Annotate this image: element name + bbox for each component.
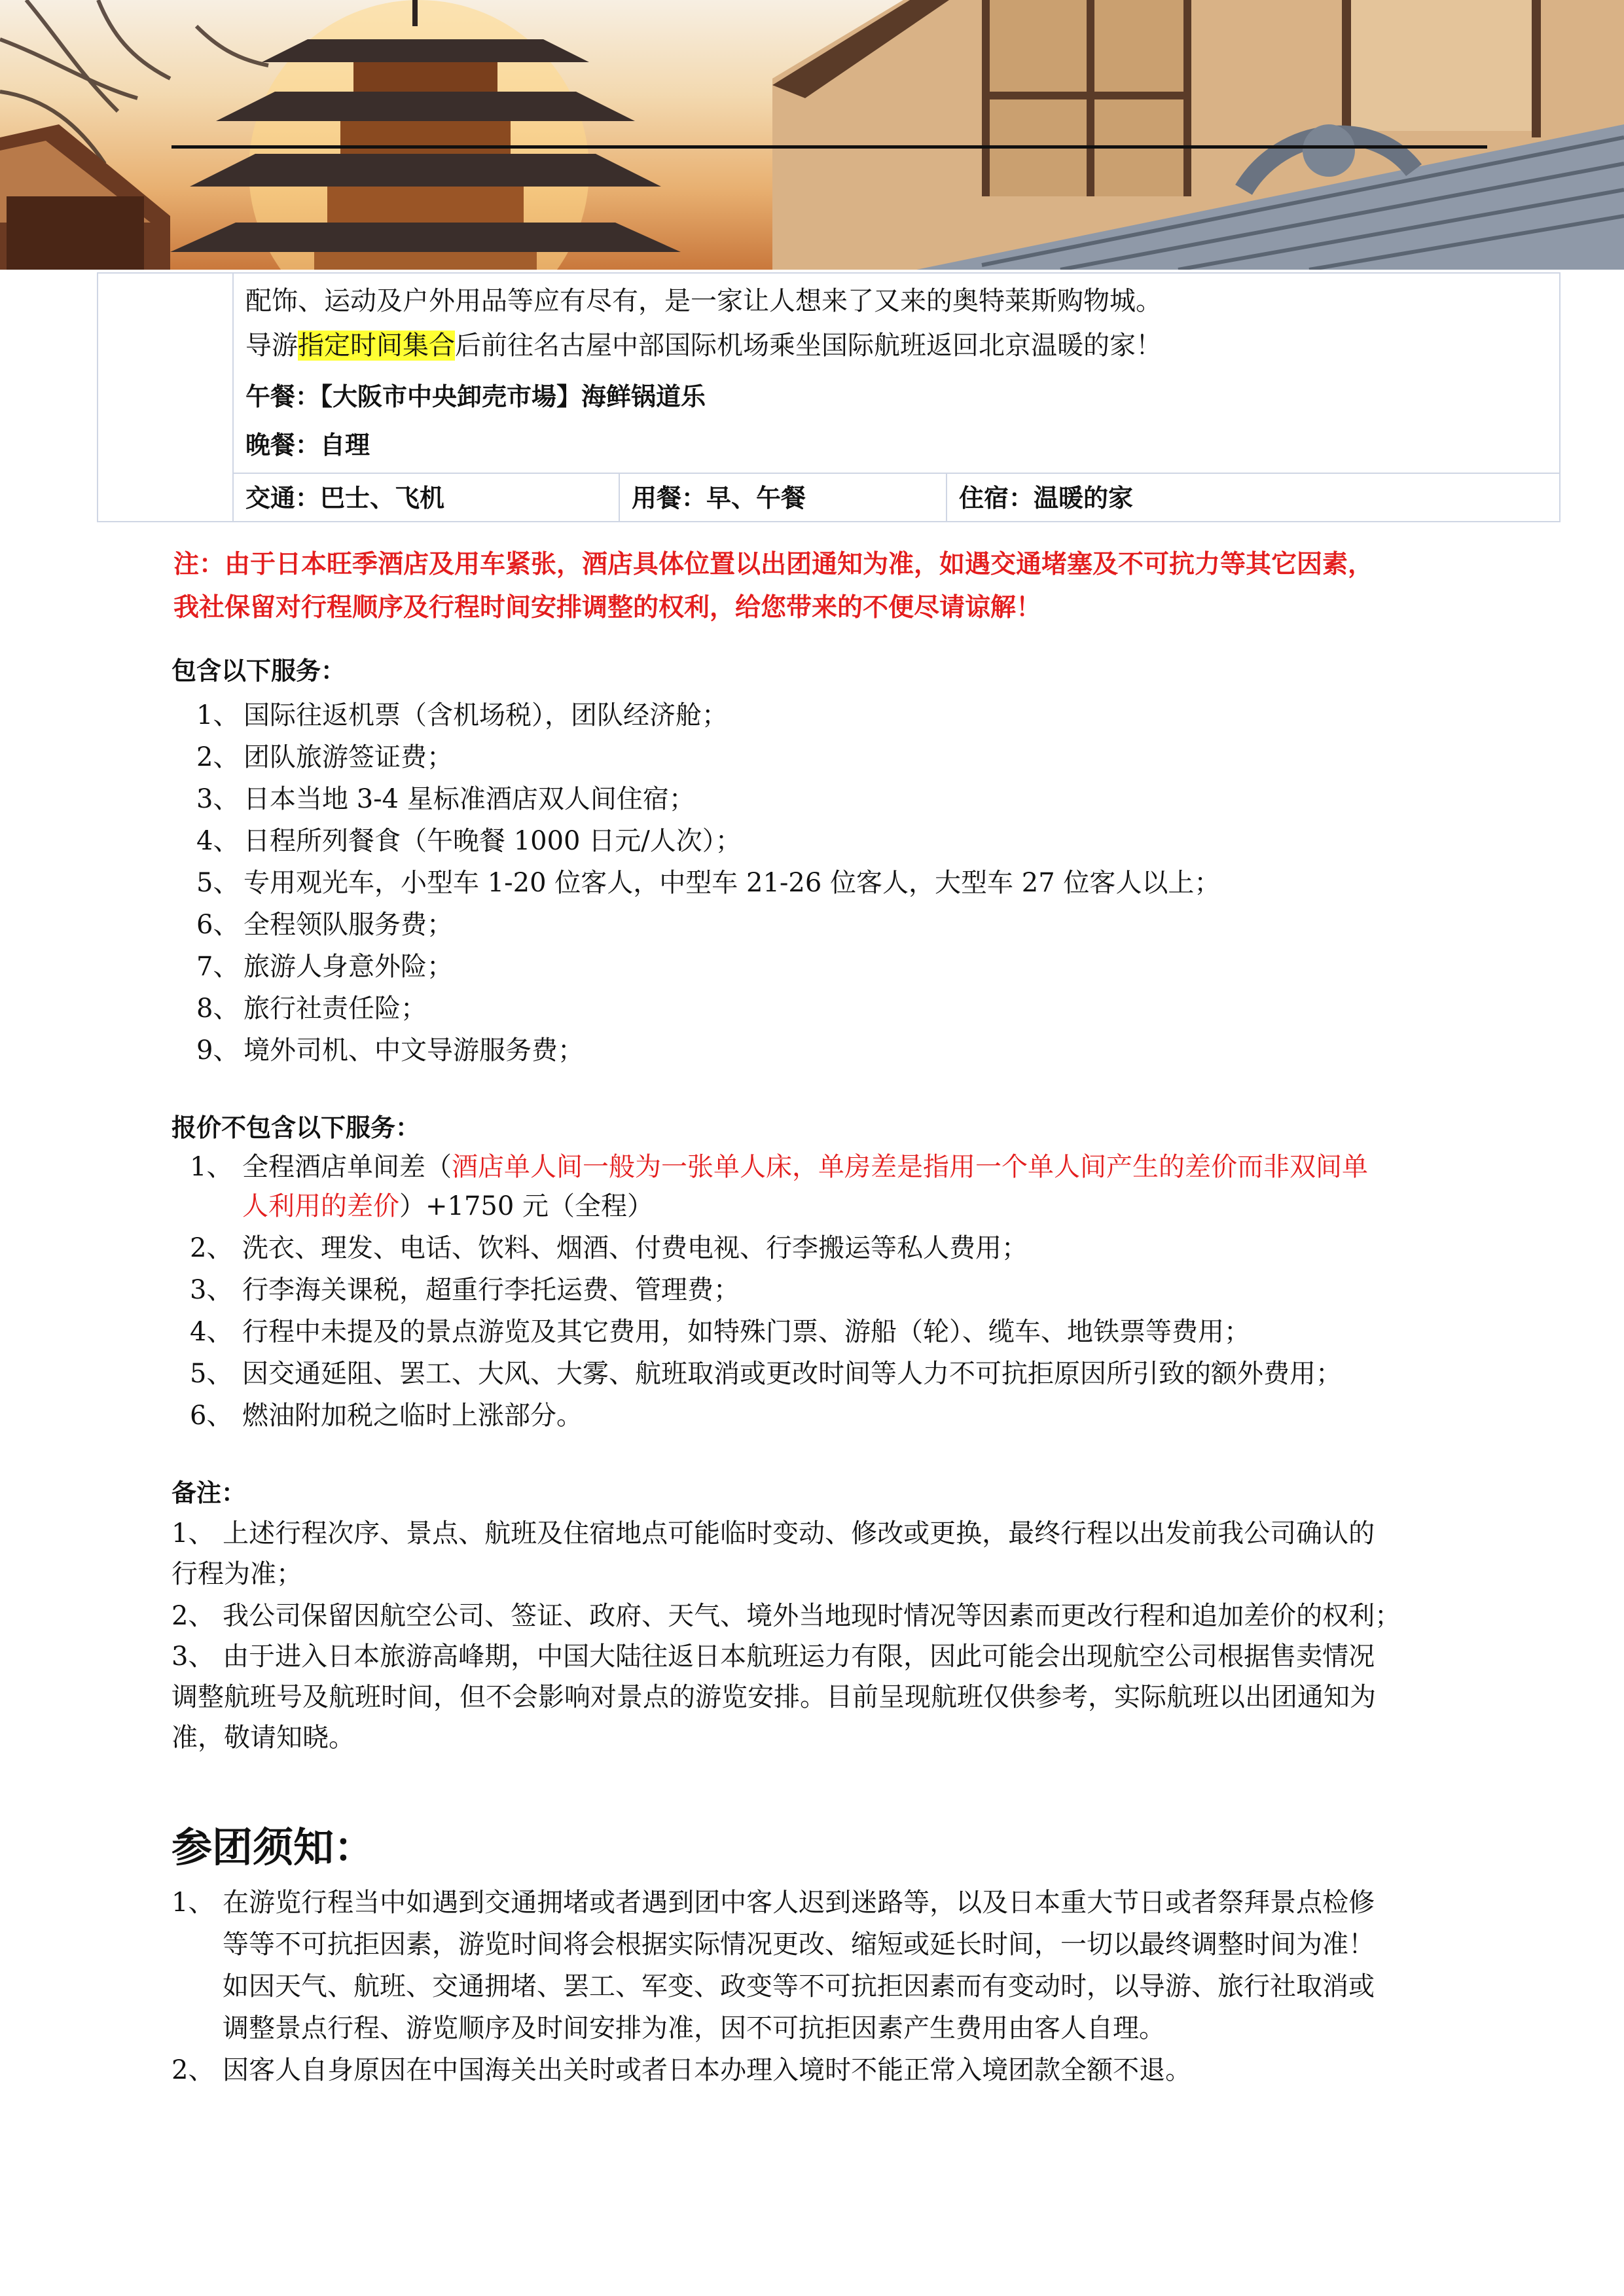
- list-item: 3、 行李海关课税，超重行李托运费、管理费；: [190, 1275, 740, 1305]
- list-item: 8、 旅行社责任险；: [196, 994, 427, 1024]
- list-item: 7、 旅游人身意外险；: [196, 952, 453, 982]
- remark-1-line-1: 1、 上述行程次序、景点、航班及住宿地点可能临时变动、修改或更换，最终行程以出发前我公司确认的: [171, 1518, 1375, 1549]
- dinner-line: 晚餐：自理: [245, 431, 370, 459]
- list-item: 5、 因交通延阻、罢工、大风、大雾、航班取消或更改时间等人力不可抗拒原因所引致的额外费用；: [190, 1359, 1342, 1389]
- list-item: 9、 境外司机、中文导游服务费；: [196, 1035, 584, 1066]
- guide-prefix: 导游: [245, 331, 298, 361]
- note-1-line-3: 如因天气、航班、交通拥堵、罢工、军变、政变等不可抗拒因素而有变动时，以导游、旅行社取消或: [223, 1971, 1375, 2001]
- day-column: [98, 274, 234, 521]
- table-line-shopping: 配饰、运动及户外用品等应有尽有，是一家让人想来了又来的奥特莱斯购物城。: [245, 286, 1162, 316]
- remark-2: 2、 我公司保留因航空公司、签证、政府、天气、境外当地现时情况等因素而更改行程和追加差价的权利；: [171, 1601, 1401, 1631]
- note-2: 2、 因客人自身原因在中国海关出关时或者日本办理入境时不能正常入境团款全额不退。: [171, 2055, 1192, 2085]
- header-banner: [0, 0, 1624, 270]
- list-item: 2、 团队旅游签证费；: [196, 742, 453, 772]
- remarks-title: 备注：: [171, 1479, 247, 1507]
- list-item: 2、 洗衣、理发、电话、饮料、烟酒、付费电视、行李搬运等私人费用；: [190, 1233, 1028, 1263]
- lodging-cell: 住宿：温暖的家: [946, 474, 1559, 522]
- list-item: 4、 日程所列餐食（午晚餐 1000 日元/人次）；: [196, 826, 742, 856]
- note-1-line-1: 1、 在游览行程当中如遇到交通拥堵或者遇到团中客人迟到迷路等，以及日本重大节日或者祭拜景点检修: [171, 1888, 1375, 1918]
- table-line-return: [245, 326, 1162, 365]
- excluded-title: 报价不包含以下服务：: [171, 1113, 421, 1142]
- summary-row: [234, 473, 1561, 522]
- list-item: 4、 行程中未提及的景点游览及其它费用，如特殊门票、游船（轮）、缆车、地铁票等费用；: [190, 1317, 1250, 1347]
- header-rule: [171, 145, 1487, 149]
- notice-line-1: 注：由于日本旺季酒店及用车紧张，酒店具体位置以出团通知为准，如遇交通堵塞及不可抗力等其它因素，: [173, 550, 1374, 579]
- highlight-meeting-time: 指定时间集合: [298, 331, 455, 361]
- list-item: 1、 全程酒店单间差（酒店单人间一般为一张单人床，单房差是指用一个单人间产生的差价而非双间单: [190, 1152, 1368, 1182]
- remark-1-line-2: 行程为准；: [171, 1559, 302, 1589]
- list-item: 6、 燃油附加税之临时上涨部分。: [190, 1401, 583, 1431]
- remark-3-line-1: 3、 由于进入日本旅游高峰期，中国大陆往返日本航班运力有限，因此可能会出现航空公司根据售卖情况: [171, 1641, 1375, 1672]
- list-item: 3、 日本当地 3-4 星标准酒店双人间住宿；: [196, 784, 695, 814]
- notice-line-2: 我社保留对行程顺序及行程时间安排调整的权利，给您带来的不便尽请谅解！: [173, 593, 1042, 622]
- pagoda-illustration: [0, 0, 1624, 270]
- transport-cell: 交通：巴士、飞机: [245, 484, 445, 512]
- note-1-line-4: 调整景点行程、游览顺序及时间安排为准，因不可抗拒因素产生费用由客人自理。: [223, 2013, 1165, 2043]
- note-1-line-2: 等等不可抗拒因素，游览时间将会根据实际情况更改、缩短或延长时间，一切以最终调整时间为准！: [223, 1929, 1375, 1960]
- list-item: 6、 全程领队服务费；: [196, 910, 453, 940]
- list-item: 5、 专用观光车，小型车 1-20 位客人，中型车 21-26 位客人，大型车 27 位客人以上；: [196, 868, 1221, 898]
- remark-3-line-2: 调整航班号及航班时间，但不会影响对景点的游览安排。目前呈现航班仅供参考，实际航班以出团通知为: [171, 1682, 1376, 1712]
- list-item: 1、 国际往返机票（含机场税），团队经济舱；: [196, 700, 728, 730]
- remark-3-line-3: 准，敬请知晓。: [171, 1723, 355, 1753]
- tour-notes-title: 参团须知：: [171, 1823, 375, 1871]
- return-text: 后前往名古屋中部国际机场乘坐国际航班返回北京温暖的家！: [455, 331, 1162, 361]
- list-item-continuation: 人利用的差价）+1750 元（全程）: [242, 1191, 654, 1221]
- itinerary-table: [97, 272, 1561, 522]
- lunch-line: 午餐：【大阪市中央卸売市場】海鲜锅道乐: [245, 382, 706, 411]
- included-title: 包含以下服务：: [171, 656, 346, 685]
- meals-cell: 用餐：早、午餐: [619, 474, 946, 522]
